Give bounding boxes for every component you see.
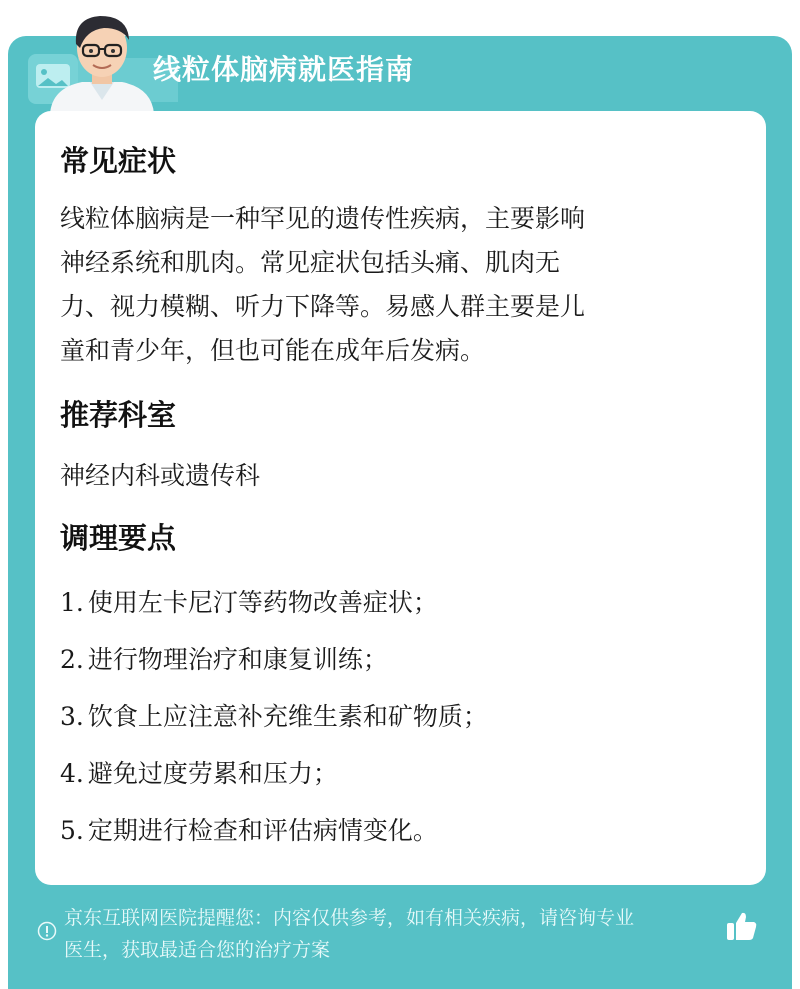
department-text: 神经内科或遗传科 <box>60 461 261 490</box>
disclaimer-line: 京东互联网医院提醒您：内容仅供参考，如有相关疾病，请咨询专业 <box>64 907 635 929</box>
content-card <box>35 111 766 885</box>
info-icon <box>37 921 57 941</box>
list-item <box>60 754 338 790</box>
list-item <box>60 583 438 619</box>
list-item <box>60 697 488 733</box>
list-item <box>60 811 438 847</box>
section-title-department: 推荐科室 <box>60 398 177 432</box>
section-title-care: 调理要点 <box>60 521 177 555</box>
list-number: 1. <box>60 588 84 617</box>
paragraph-line: 神经系统和肌肉。常见症状包括头痛、肌肉无 <box>60 248 561 277</box>
list-number: 4. <box>60 759 84 788</box>
list-text: 定期进行检查和评估病情变化。 <box>87 816 438 845</box>
paragraph-line: 线粒体脑病是一种罕见的遗传性疾病，主要影响 <box>60 204 586 233</box>
list-number: 3. <box>60 702 84 731</box>
symptoms-paragraph <box>60 197 740 373</box>
list-number: 2. <box>60 645 84 674</box>
disclaimer <box>64 902 734 966</box>
list-text: 避免过度劳累和压力； <box>87 759 338 788</box>
section-title-symptoms: 常见症状 <box>60 144 177 178</box>
paragraph-line: 力、视力模糊、听力下降等。易感人群主要是儿 <box>60 292 586 321</box>
list-number: 5. <box>60 816 84 845</box>
list-text: 饮食上应注意补充维生素和矿物质； <box>87 702 488 731</box>
page-title: 线粒体脑病就医指南 <box>153 53 415 86</box>
paragraph-line: 童和青少年，但也可能在成年后发病。 <box>60 336 486 365</box>
disclaimer-line: 医生，获取最适合您的治疗方案 <box>64 939 331 961</box>
list-text: 进行物理治疗和康复训练； <box>87 645 388 674</box>
doctor-avatar-icon <box>42 8 162 114</box>
list-item <box>60 640 388 676</box>
thumbs-up-icon[interactable] <box>724 908 760 944</box>
list-text: 使用左卡尼汀等药物改善症状； <box>87 588 438 617</box>
